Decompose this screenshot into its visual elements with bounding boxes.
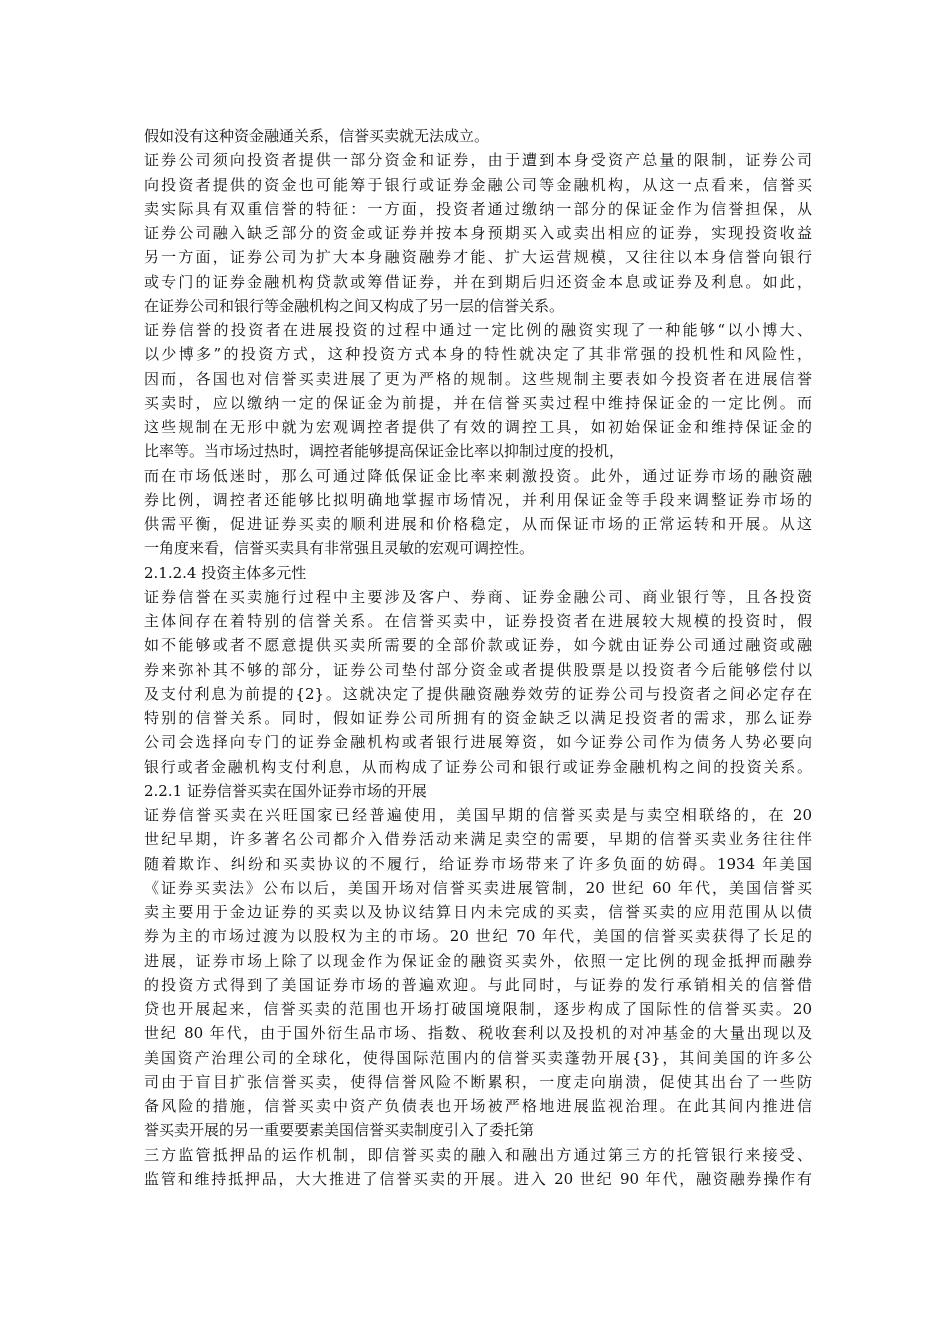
text-line: 向投资者提供的资金也可能筹于银行或证券金融公司等金融机构，从这一点看来，信誉买 <box>144 175 812 194</box>
text-line: 或专门的证券金融机构贷款或筹借证券，并在到期后归还资金本息或证券及利息。如此， <box>144 272 812 291</box>
text-line: 在证券公司和银行等金融机构之间又构成了另一层的信誉关系。 <box>144 296 565 315</box>
text-line: 一角度来看，信誉买卖具有非常强且灵敏的宏观可调控性。 <box>144 539 535 558</box>
text-line: 证券信誉的投资者在进展投资的过程中通过一定比例的融资实现了一种能够“以小博大、 <box>144 321 812 339</box>
text-line: 另一方面，证券公司为扩大本身融资融券才能、扩大运营规模，又往往以本身信誉向银行 <box>144 248 812 267</box>
text-line: 券来弥补其不够的部分，证券公司垫付部分资金或者提供股票是以投资者今后能够偿付以 <box>144 660 812 679</box>
text-line: 这些规制在无形中就为宏观调控者提供了有效的调控工具，如初始保证金和维持保证金的 <box>144 418 812 436</box>
text-line: 券比例，调控者还能够比拟明确地掌握市场情况，并利用保证金等手段来调整证券市场的 <box>144 490 812 509</box>
text-line: 如不能够或者不愿意提供买卖所需要的全部价款或证券，如今就由证券公司通过融资或融 <box>144 636 812 655</box>
text-line: 及支付利息为前提的{2}。这就决定了提供融资融券效劳的证券公司与投资者之间必定存在 <box>144 684 812 703</box>
text-line: 公司会选择向专门的证券金融机构或者银行进展筹资，如今证券公司作为债务人势必要向 <box>144 733 812 752</box>
text-line: 供需平衡，促进证券买卖的顺利进展和价格稳定，从而保证市场的正常运转和开展。从这 <box>144 515 812 533</box>
text-line: 特别的信誉关系。同时，假如证券公司所拥有的资金缺乏以满足投资者的需求，那么证券 <box>144 709 812 727</box>
text-line: 证券公司须向投资者提供一部分资金和证券，由于遭到本身受资产总量的限制，证券公司 <box>144 151 812 170</box>
text-line: 美国资产治理公司的全球化，使得国际范围内的信誉买卖蓬勃开展{3}，其间美国的许多公 <box>144 1048 812 1067</box>
text-line: 誉买卖开展的另一重要要素美国信誉买卖制度引入了委托第 <box>144 1121 535 1140</box>
text-line: 世纪 80 年代，由于国外衍生品市场、指数、税收套利以及投机的对冲基金的大量出现以及 <box>144 1024 812 1043</box>
text-line: 备风险的措施，信誉买卖中资产负债表也开场被严格地进展监视治理。在此其间内推进信 <box>144 1097 812 1115</box>
text-line: 司由于盲目扩张信誉买卖，使得信誉风险不断累积，一度走向崩溃，促使其出台了一些防 <box>144 1072 812 1091</box>
text-line: 《证券买卖法》公布以后，美国开场对信誉买卖进展管制，20 世纪 60 年代，美国信誉买 <box>144 878 812 897</box>
text-line: 比率等。当市场过热时，调控者能够提高保证金比率以抑制过度的投机， <box>144 442 625 461</box>
text-line: 主体间存在着特别的信誉关系。在信誉买卖中，证券投资者在进展较大规模的投资时，假 <box>144 612 812 630</box>
text-line: 以少博多”的投资方式，这种投资方式本身的特性就决定了其非常强的投机性和风险性， <box>144 345 812 364</box>
text-line: 贷也开展起来，信誉买卖的范围也开场打破国境限制，逐步构成了国际性的信誉买卖。20 <box>144 1000 812 1018</box>
text-line: 三方监管抵押品的运作机制，即信誉买卖的融入和融出方通过第三方的托管银行来接受、 <box>144 1145 812 1164</box>
text-line: 随着欺诈、纠纷和买卖协议的不履行，给证券市场带来了许多负面的妨碍。1934 年美国 <box>144 854 812 873</box>
text-line: 世纪早期，许多著名公司都介入借券活动来满足卖空的需要，早期的信誉买卖业务往往伴 <box>144 830 812 849</box>
text-line: 券为主的市场过渡为以股权为主的市场。20 世纪 70 年代，美国的信誉买卖获得了长足的 <box>144 927 812 946</box>
text-line: 证券信誉在买卖施行过程中主要涉及客户、券商、证券金融公司、商业银行等，且各投资 <box>144 587 812 606</box>
text-line: 因而，各国也对信誉买卖进展了更为严格的规制。这些规制主要表如今投资者在进展信誉 <box>144 369 812 388</box>
text-line: 而在市场低迷时，那么可通过降低保证金比率来刺激投资。此外，通过证券市场的融资融 <box>144 466 812 485</box>
body-text <box>144 124 812 1191</box>
text-line: 的投资方式得到了美国证券市场的普遍欢迎。与此同时，与证券的发行承销相关的信誉借 <box>144 975 812 994</box>
text-line: 进展，证券市场上除了以现金作为保证金的融资买卖外，依照一定比例的现金抵押而融券 <box>144 951 812 970</box>
text-line: 买卖时，应以缴纳一定的保证金为前提，并在信誉买卖过程中维持保证金的一定比例。而 <box>144 393 812 412</box>
text-line: 证券公司融入缺乏部分的资金或证券并按本身预期买入或卖出相应的证券，实现投资收益 <box>144 224 812 242</box>
text-line: 证券信誉买卖在兴旺国家已经普遍使用，美国早期的信誉买卖是与卖空相联络的，在 20 <box>144 806 812 824</box>
section-heading: 2.2.1 证券信誉买卖在国外证券市场的开展 <box>144 781 427 800</box>
text-line: 卖实际具有双重信誉的特征：一方面，投资者通过缴纳一部分的保证金作为信誉担保，从 <box>144 199 812 218</box>
text-line: 卖主要用于金边证券的买卖以及协议结算日内未完成的买卖，信誉买卖的应用范围从以债 <box>144 903 812 921</box>
section-heading: 2.1.2.4 投资主体多元性 <box>144 563 307 582</box>
text-line: 监管和维持抵押品，大大推进了信誉买卖的开展。进入 20 世纪 90 年代，融资融券操作有 <box>144 1169 812 1188</box>
text-line: 假如没有这种资金融通关系，信誉买卖就无法成立。 <box>144 127 490 145</box>
text-line: 银行或者金融机构支付利息，从而构成了证券公司和银行或证券金融机构之间的投资关系。 <box>144 757 812 776</box>
